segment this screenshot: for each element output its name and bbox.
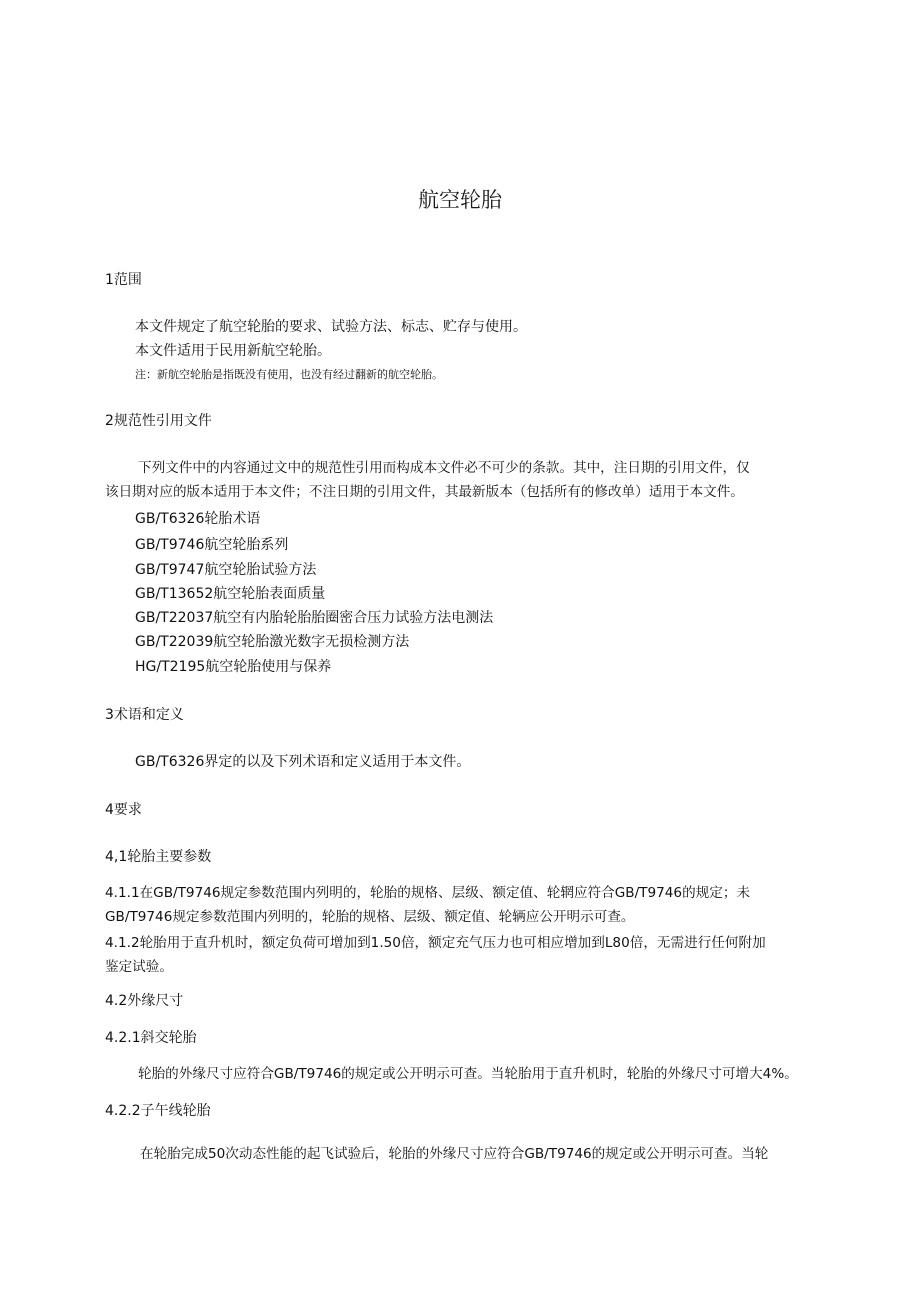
- section-2-heading: 2规范性引用文件: [105, 413, 212, 429]
- clause-4-1-1: 4.1.1在GB/T9746规定参数范围内列明的，轮胎的规格、层级、额定值、轮辋应符合GB/T9746的规定；未: [105, 885, 751, 901]
- reference-item: GB/T9747航空轮胎试验方法: [135, 562, 317, 578]
- reference-item: HG/T2195航空轮胎使用与保养: [135, 659, 332, 675]
- section-4-heading: 4要求: [105, 802, 142, 818]
- reference-item: GB/T22039航空轮胎激光数字无损检测方法: [135, 634, 410, 650]
- section-4-1-heading: 4,1轮胎主要参数: [105, 849, 212, 865]
- clause-4-2-2-paragraph: 在轮胎完成50次动态性能的起飞试验后，轮胎的外缘尺寸应符合GB/T9746的规定或公开明示可查。当轮: [140, 1146, 769, 1162]
- section-1-note: 注：新航空轮胎是指既没有使用，也没有经过翻新的航空轮胎。: [135, 368, 443, 381]
- clause-4-1-2: 4.1.2轮胎用于直升机时，额定负荷可增加到1.50倍，额定充气压力也可相应增加到L80倍，无需进行任何附加: [105, 935, 766, 951]
- reference-item: GB/T9746航空轮胎系列: [135, 537, 289, 553]
- section-3-paragraph: GB/T6326界定的以及下列术语和定义适用于本文件。: [135, 754, 471, 770]
- section-2-intro: 下列文件中的内容通过文中的规范性引用而构成本文件必不可少的条款。其中，注日期的引用文件，仅: [138, 460, 750, 476]
- section-4-2-2-heading: 4.2.2子午线轮胎: [105, 1103, 211, 1119]
- section-1-heading: 1范围: [105, 272, 142, 288]
- document-title: 航空轮胎: [418, 188, 502, 212]
- section-3-heading: 3术语和定义: [105, 707, 184, 723]
- section-1-paragraph: 本文件适用于民用新航空轮胎。: [135, 343, 331, 359]
- clause-4-2-1-paragraph: 轮胎的外缘尺寸应符合GB/T9746的规定或公开明示可查。当轮胎用于直升机时，轮胎的外缘尺寸可增大4%。: [138, 1066, 798, 1082]
- section-2-intro: 该日期对应的版本适用于本文件；不注日期的引用文件，其最新版本（包括所有的修改单）适用于本文件。: [105, 484, 744, 500]
- section-1-paragraph: 本文件规定了航空轮胎的要求、试验方法、标志、贮存与使用。: [135, 319, 527, 335]
- reference-item: GB/T6326轮胎术语: [135, 511, 261, 527]
- reference-item: GB/T13652航空轮胎表面质量: [135, 586, 326, 602]
- clause-4-1-2: 鉴定试验。: [105, 959, 173, 975]
- section-4-2-1-heading: 4.2.1斜交轮胎: [105, 1030, 197, 1046]
- section-4-2-heading: 4.2外缘尺寸: [105, 993, 184, 1009]
- reference-item: GB/T22037航空有内胎轮胎胎圈密合压力试验方法电测法: [135, 610, 494, 626]
- clause-4-1-1: GB/T9746规定参数范围内列明的，轮胎的规格、层级、额定值、轮辆应公开明示可查。: [105, 909, 635, 925]
